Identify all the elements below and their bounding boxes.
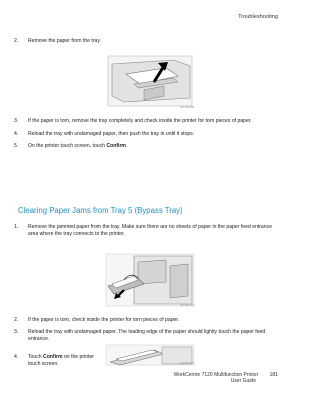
- page-header-title: Troubleshooting: [238, 14, 278, 20]
- confirm-label: Confirm: [106, 143, 126, 149]
- step-number: 3.: [14, 118, 19, 124]
- footer-guide: User Guide: [230, 378, 256, 385]
- bypass-step-3: [14, 329, 278, 342]
- reload-paper-illustration: [104, 344, 196, 366]
- step-number: 4.: [14, 354, 19, 360]
- page-number: 181: [269, 372, 278, 378]
- section-title: Clearing Paper Jams from Tray 5 (Bypass Tray): [18, 206, 183, 215]
- step-5: 5. On the printer touch screen, touch Confirm.: [14, 143, 128, 149]
- step-text: On the printer touch screen, touch: [28, 143, 107, 149]
- step-text: Remove the paper from the tray.: [28, 38, 101, 44]
- step-number: 4.: [14, 131, 19, 137]
- bypass-step-2: [14, 317, 278, 324]
- step-number: 2.: [14, 317, 19, 323]
- bypass-tray-jam-illustration: [104, 252, 196, 308]
- step-text: Reload the tray with undamaged paper, then push the tray in until it stops.: [28, 131, 195, 137]
- step-3: [14, 118, 280, 125]
- step-text: If the paper is torn, remove the tray completely and check inside the printer for torn pieces of paper.: [28, 118, 252, 124]
- step-text: If the paper is torn, check inside the printer for torn pieces of paper.: [28, 317, 180, 323]
- step-text: Touch: [28, 354, 44, 360]
- step-number: 3.: [14, 329, 19, 335]
- page-footer: [174, 372, 278, 385]
- step-4: [14, 131, 280, 138]
- step-text: Remove the jammed paper from the tray. Make sure there are no sheets of paper in the paper feed entrance area where the tray connects to the printer.: [28, 224, 272, 237]
- step-number: 1.: [14, 224, 19, 230]
- confirm-label: Confirm: [43, 354, 63, 360]
- figure-caption: wc7120-001: [179, 304, 194, 307]
- step-text: Reload the tray with undamaged paper. The leading edge of the paper should lightly touch the paper feed entrance.: [28, 329, 266, 342]
- bypass-step-4: 4. Touch Confirm on the printer touch screen.: [14, 354, 94, 367]
- footer-product: WorkCentre 7120 Multifunction Printer: [173, 372, 259, 378]
- figure-caption: wc7120-000: [179, 106, 194, 109]
- step-number: 2.: [14, 38, 19, 44]
- bypass-step-1: [14, 224, 278, 237]
- figure-caption: wc7120-002: [179, 362, 194, 365]
- step-2: [14, 38, 278, 45]
- tray-removal-illustration: [104, 52, 196, 110]
- step-number: 5.: [14, 143, 19, 149]
